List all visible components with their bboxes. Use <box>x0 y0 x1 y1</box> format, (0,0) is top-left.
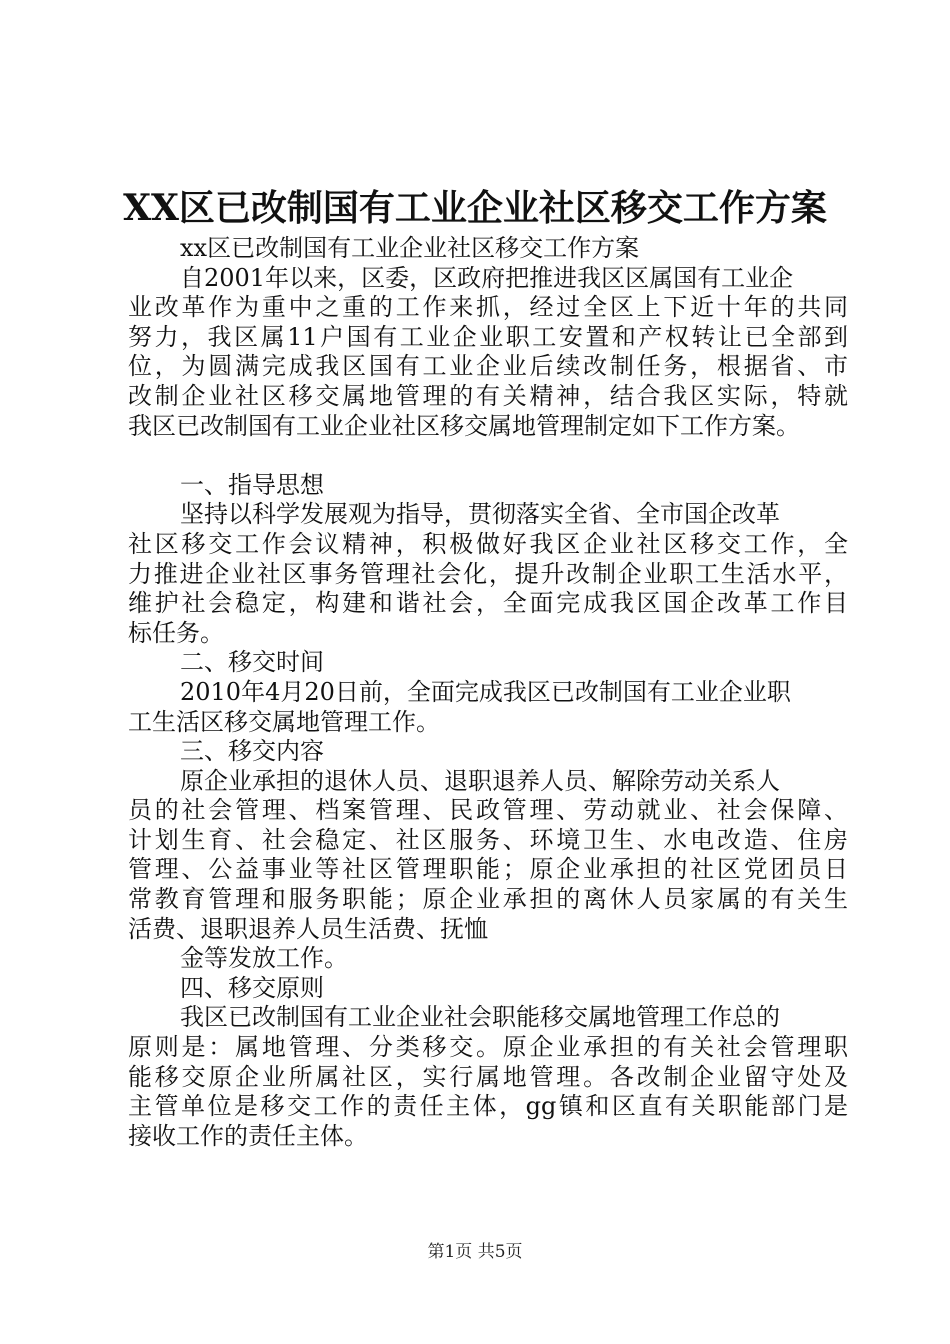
paragraph-line: 业改革作为重中之重的工作来抓，经过全区上下近十年的共同 <box>128 293 848 322</box>
page-number: 第1页 共5页 <box>427 1242 523 1262</box>
paragraph-line: 员的社会管理、档案管理、民政管理、劳动就业、社会保障、 <box>128 796 848 825</box>
paragraph-line: 工生活区移交属地管理工作。 <box>128 707 440 736</box>
paragraph-line: 我区已改制国有工业企业社区移交属地管理制定如下工作方案。 <box>128 411 800 440</box>
paragraph-line: 计划生育、社会稳定、社区服务、环境卫生、水电改造、住房 <box>128 825 848 854</box>
paragraph-line: 2010年4月20日前，全面完成我区已改制国有工业企业职 <box>180 677 791 706</box>
paragraph-line: 自2001年以来，区委，区政府把推进我区区属国有工业企 <box>180 263 794 292</box>
section-heading: 三、移交内容 <box>180 737 324 766</box>
paragraph-line: 社区移交工作会议精神，积极做好我区企业社区移交工作，全 <box>128 529 848 558</box>
paragraph-line: 标任务。 <box>128 618 224 647</box>
paragraph-line: 管理、公益事业等社区管理职能；原企业承担的社区党团员日 <box>128 855 848 884</box>
section-heading: 四、移交原则 <box>180 973 324 1002</box>
paragraph-line: 力推进企业社区事务管理社会化，提升改制企业职工生活水平， <box>128 559 848 588</box>
document-body <box>128 234 848 1151</box>
document-title: XX区已改制国有工业企业社区移交工作方案 <box>123 187 827 229</box>
paragraph-line: 维护社会稳定，构建和谐社会，全面完成我区国企改革工作目 <box>128 589 848 618</box>
paragraph-line: 接收工作的责任主体。 <box>128 1121 368 1150</box>
paragraph-line: 坚持以科学发展观为指导，贯彻落实全省、全市国企改革 <box>180 500 780 529</box>
paragraph-line: 位，为圆满完成我区国有工业企业后续改制任务，根据省、市 <box>128 352 848 381</box>
subtitle-line: xx区已改制国有工业企业社区移交工作方案 <box>180 234 640 262</box>
paragraph-line: 努力，我区属11户国有工业企业职工安置和产权转让已全部到 <box>128 322 848 351</box>
paragraph-line: 主管单位是移交工作的责任主体，gg镇和区直有关职能部门是 <box>128 1092 848 1121</box>
section-heading: 二、移交时间 <box>180 648 324 677</box>
paragraph-line: 原则是：属地管理、分类移交。原企业承担的有关社会管理职 <box>128 1033 848 1062</box>
paragraph-line: 金等发放工作。 <box>180 944 348 973</box>
paragraph-line: 改制企业社区移交属地管理的有关精神，结合我区实际，特就 <box>128 381 848 410</box>
paragraph-line: 我区已改制国有工业企业社会职能移交属地管理工作总的 <box>180 1003 780 1032</box>
paragraph-line: 活费、退职退养人员生活费、抚恤 <box>128 914 488 943</box>
paragraph-line: 能移交原企业所属社区，实行属地管理。各改制企业留守处及 <box>128 1062 848 1091</box>
paragraph-line: 原企业承担的退休人员、退职退养人员、解除劳动关系人 <box>180 766 780 795</box>
section-heading: 一、指导思想 <box>180 470 324 499</box>
paragraph-line: 常教育管理和服务职能；原企业承担的离休人员家属的有关生 <box>128 885 848 914</box>
blank-line <box>128 441 848 471</box>
